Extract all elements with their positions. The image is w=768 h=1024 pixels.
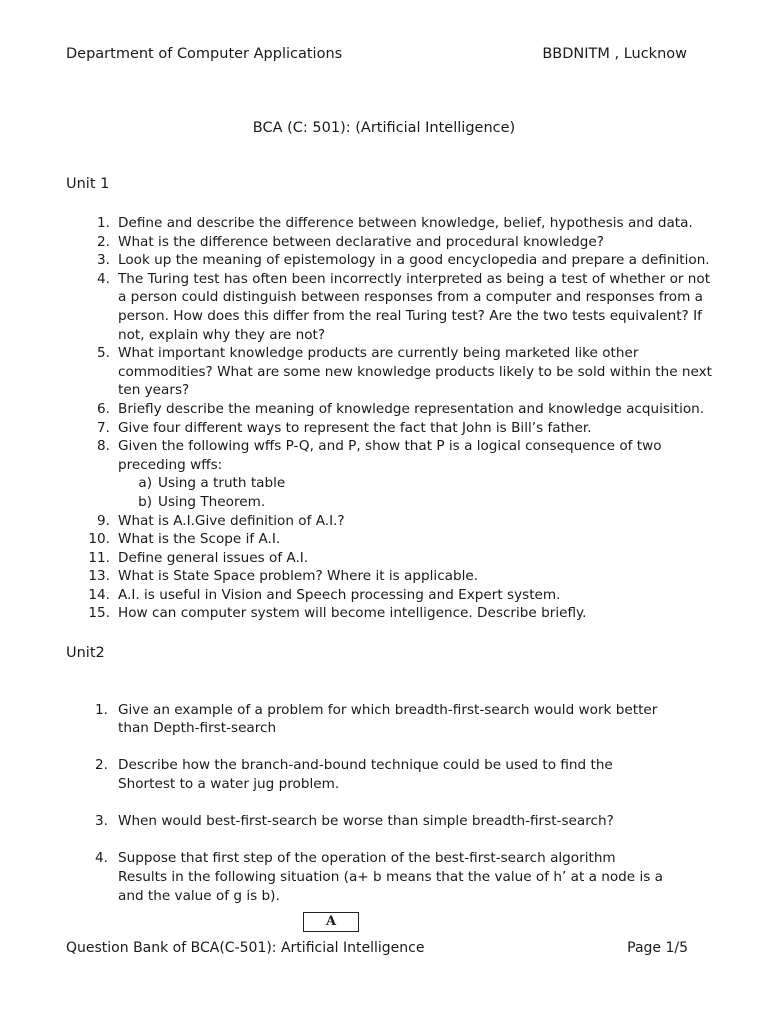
question-item: 2. What is the difference between declarative and procedural knowledge? <box>97 233 604 250</box>
header-department: Department of Computer Applications <box>66 46 343 62</box>
question-item: 13. What is State Space problem? Where it is applicable. <box>88 568 479 585</box>
question-item: 8. Given the following wffs P-Q, and P, show that P is a logical consequence of two preceding wffs: <box>97 438 662 473</box>
page-stamp: A <box>303 912 359 932</box>
question-item: 15. How can computer system will become intelligence. Describe briefly. <box>88 605 587 622</box>
unit2-heading: Unit2 <box>66 645 105 661</box>
question-item: 2. Describe how the branch-and-bound technique could be used to find the Shortest to a water jug problem. <box>95 757 613 792</box>
sub-question-item: a) Using a truth table <box>138 475 286 492</box>
question-item: 1. Define and describe the difference between knowledge, belief, hypothesis and data. <box>97 215 693 231</box>
question-item: 7. Give four different ways to represent the fact that John is Bill’s father. <box>97 419 592 436</box>
header-institute: BBDNITM , Lucknow <box>542 46 687 62</box>
footer-title: Question Bank of BCA(C-501): Artificial Intelligence <box>66 940 425 956</box>
unit1-question-list <box>80 214 720 623</box>
question-item: 11. Define general issues of A.I. <box>88 549 309 566</box>
question-item: 14. A.I. is useful in Vision and Speech processing and Expert system. <box>88 586 561 603</box>
question-item: 1. Give an example of a problem for which breadth-first-search would work better than Depth-first-search <box>95 701 658 737</box>
sub-question-item: b) Using Theorem. <box>138 493 266 510</box>
question-item: 10. What is the Scope if A.I. <box>88 531 281 548</box>
question-item: 3. When would best-first-search be worse than simple breadth-first-search? <box>95 813 614 830</box>
question-item: 3. Look up the meaning of epistemology in a good encyclopedia and prepare a definition. <box>97 252 710 269</box>
unit1-heading: Unit 1 <box>66 176 110 192</box>
unit2-question-list <box>80 682 720 924</box>
question-item: 4. The Turing test has often been incorrectly interpreted as being a test of whether or not a person could distinguish between responses from a computer and responses from a person. How does this differ from the real Turing test? Are the two tests equivalent? If not, explain why they are not? <box>97 270 711 343</box>
question-item: 6. Briefly describe the meaning of knowledge representation and knowledge acquisition. <box>97 400 705 417</box>
question-item: 4. Suppose that first step of the operation of the best-first-search algorithm Results in the following situation (a+ b means that the value of h’ at a node is a and the value of g is b). <box>95 850 664 904</box>
question-item: 9. What is A.I.Give definition of A.I.? <box>97 512 345 529</box>
document-title: BCA (C: 501): (Artificial Intelligence) <box>252 120 516 136</box>
page-number: Page 1/5 <box>627 940 688 956</box>
question-item: 5. What important knowledge products are currently being marketed like other commodities? What are some new knowledge products likely to be sold within the next ten years? <box>97 345 713 399</box>
